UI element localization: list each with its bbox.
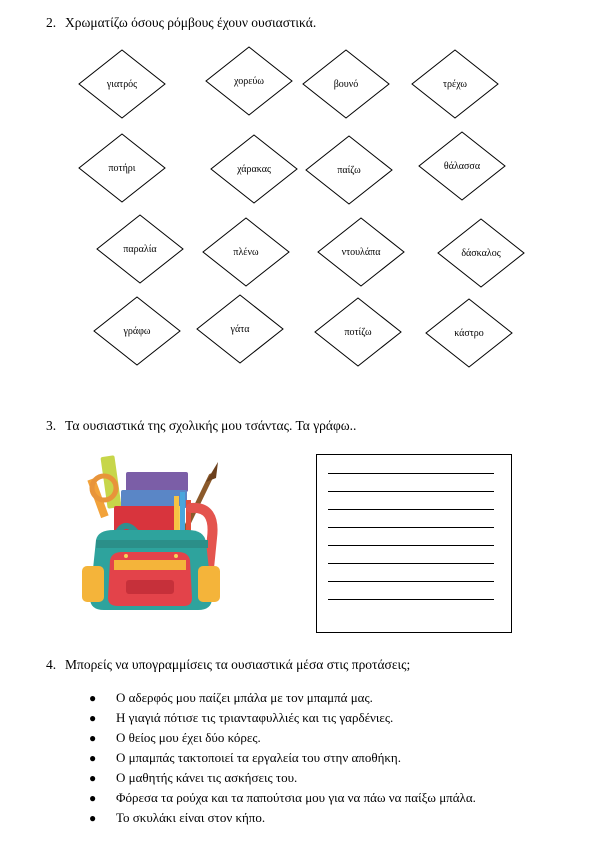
diamond-word: κάστρο (454, 328, 484, 339)
writing-line (328, 581, 494, 582)
writing-line (328, 509, 494, 510)
writing-line (328, 491, 494, 492)
bullet-icon: ● (89, 771, 97, 785)
bullet-icon: ● (89, 811, 97, 825)
diamond-cell[interactable] (79, 50, 165, 118)
question-text: Μπορείς να υπογραμμίσεις τα ουσιαστικά μέσα στις προτάσεις; (65, 657, 411, 672)
diamond-cell[interactable] (303, 50, 389, 118)
diamond-cell[interactable] (318, 218, 404, 286)
diamond-cell[interactable] (97, 215, 183, 283)
sentence-text[interactable]: Ο θείος μου έχει δύο κόρες. (116, 730, 261, 745)
writing-line (328, 599, 494, 600)
list-item (89, 750, 476, 770)
sentence-text[interactable]: Φόρεσα τα ρούχα και τα παπούτσια μου για να πάω να παίξω μπάλα. (116, 790, 476, 805)
diamond-word: παραλία (123, 244, 157, 255)
list-item (89, 710, 476, 730)
diamond-grid (0, 0, 596, 400)
bullet-icon: ● (89, 751, 97, 765)
diamond-word: γάτα (230, 324, 250, 335)
diamond-word: χάρακας (237, 164, 271, 175)
diamond-word: θάλασσα (443, 161, 481, 172)
school-bag-illustration (66, 448, 236, 620)
question-number: 4. (46, 657, 57, 672)
writing-line (328, 473, 494, 474)
diamond-cell[interactable] (412, 50, 498, 118)
bullet-icon: ● (89, 731, 97, 745)
sentence-text[interactable]: Ο μπαμπάς τακτοποιεί τα εργαλεία του στην αποθήκη. (116, 750, 401, 765)
bullet-icon: ● (89, 791, 97, 805)
list-item (89, 730, 476, 750)
writing-line (328, 527, 494, 528)
sentence-text[interactable]: Η γιαγιά πότισε τις τριανταφυλλιές και τις γαρδένιες. (116, 710, 394, 725)
diamond-cell[interactable] (306, 136, 392, 204)
diamond-word: δάσκαλος (461, 248, 501, 259)
diamond-cell[interactable] (211, 135, 297, 203)
diamond-word: γράφω (123, 326, 151, 337)
diamond-word: ντουλάπα (341, 247, 381, 258)
diamond-word: τρέχω (442, 79, 468, 90)
bullet-icon: ● (89, 691, 97, 705)
list-item (89, 810, 476, 830)
diamond-cell[interactable] (197, 295, 283, 363)
diamond-word: γιατρός (106, 79, 138, 90)
diamond-cell[interactable] (94, 297, 180, 365)
diamond-cell[interactable] (438, 219, 524, 287)
writing-line (328, 545, 494, 546)
diamond-word: παίζω (337, 165, 361, 176)
sentence-text[interactable]: Ο αδερφός μου παίζει μπάλα με τον μπαμπά μας. (116, 690, 373, 705)
question-number: 3. (46, 418, 57, 433)
diamond-word: ποτίζω (344, 327, 372, 338)
diamond-word: πλένω (233, 247, 259, 258)
list-item (89, 690, 476, 710)
sentence-text[interactable]: Ο μαθητής κάνει τις ασκήσεις του. (116, 770, 298, 785)
list-item (89, 770, 476, 790)
sentence-text[interactable]: Το σκυλάκι είναι στον κήπο. (116, 810, 266, 825)
diamond-cell[interactable] (206, 47, 292, 115)
diamond-word: βουνό (333, 79, 359, 90)
diamond-cell[interactable] (426, 299, 512, 367)
writing-line (328, 563, 494, 564)
question-number: 2. (46, 15, 57, 30)
bullet-icon: ● (89, 711, 97, 725)
diamond-word: ποτήρι (108, 163, 136, 174)
sentence-list (89, 690, 476, 830)
diamond-cell[interactable] (79, 134, 165, 202)
diamond-cell[interactable] (203, 218, 289, 286)
writing-box[interactable] (316, 454, 512, 633)
diamond-cell[interactable] (419, 132, 505, 200)
question-text: Τα ουσιαστικά της σχολικής μου τσάντας. Τα γράφω.. (65, 418, 357, 433)
list-item (89, 790, 476, 810)
diamond-word: χορεύω (234, 76, 264, 87)
diamond-cell[interactable] (315, 298, 401, 366)
question-text: Χρωματίζω όσους ρόμβους έχουν ουσιαστικά. (65, 15, 317, 30)
